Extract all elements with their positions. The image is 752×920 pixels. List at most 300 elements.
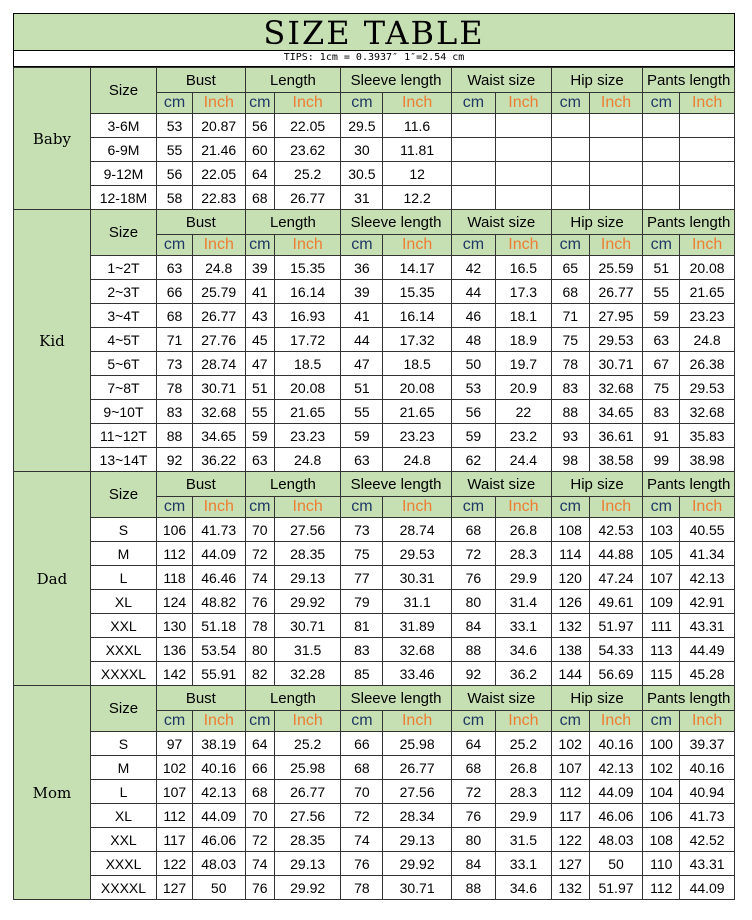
unit-inch-header: Inch bbox=[589, 711, 643, 732]
cm-value-cell: 65 bbox=[551, 256, 589, 280]
inch-value-cell bbox=[680, 162, 735, 186]
inch-value-cell: 24.8 bbox=[192, 256, 245, 280]
cm-value-cell: 44 bbox=[451, 280, 495, 304]
cm-value-cell: 83 bbox=[341, 638, 383, 662]
inch-value-cell: 33.1 bbox=[496, 614, 552, 638]
inch-value-cell: 25.79 bbox=[192, 280, 245, 304]
inch-value-cell: 29.92 bbox=[275, 876, 341, 900]
inch-value-cell: 39.37 bbox=[680, 732, 735, 756]
cm-value-cell: 76 bbox=[451, 566, 495, 590]
inch-value-cell: 25.59 bbox=[589, 256, 643, 280]
column-header-bust: Bust bbox=[157, 472, 245, 497]
inch-value-cell: 33.46 bbox=[383, 662, 451, 686]
cm-value-cell: 102 bbox=[551, 732, 589, 756]
cm-value-cell: 68 bbox=[451, 518, 495, 542]
size-cell: 3-6M bbox=[90, 114, 156, 138]
size-column-header: Size bbox=[90, 68, 156, 114]
cm-value-cell: 42 bbox=[451, 256, 495, 280]
inch-value-cell: 16.5 bbox=[496, 256, 552, 280]
unit-cm-header: cm bbox=[643, 711, 680, 732]
cm-value-cell: 59 bbox=[643, 304, 680, 328]
size-cell: 3~4T bbox=[90, 304, 156, 328]
cm-value-cell: 55 bbox=[643, 280, 680, 304]
inch-value-cell: 47.24 bbox=[589, 566, 643, 590]
cm-value-cell: 74 bbox=[341, 828, 383, 852]
cm-value-cell: 103 bbox=[643, 518, 680, 542]
inch-value-cell: 20.08 bbox=[383, 376, 451, 400]
inch-value-cell: 42.91 bbox=[680, 590, 735, 614]
size-column-header: Size bbox=[90, 686, 156, 732]
inch-value-cell: 32.28 bbox=[275, 662, 341, 686]
inch-value-cell: 24.8 bbox=[680, 328, 735, 352]
inch-value-cell: 17.3 bbox=[496, 280, 552, 304]
size-cell: M bbox=[90, 756, 156, 780]
cm-value-cell: 63 bbox=[643, 328, 680, 352]
inch-value-cell: 45.28 bbox=[680, 662, 735, 686]
cm-value-cell: 132 bbox=[551, 614, 589, 638]
size-cell: XXL bbox=[90, 614, 156, 638]
inch-value-cell: 40.16 bbox=[589, 732, 643, 756]
inch-value-cell: 29.53 bbox=[589, 328, 643, 352]
column-header-sleeve-length: Sleeve length bbox=[341, 472, 452, 497]
inch-value-cell: 44.09 bbox=[192, 542, 245, 566]
inch-value-cell: 20.87 bbox=[192, 114, 245, 138]
cm-value-cell: 45 bbox=[245, 328, 274, 352]
inch-value-cell: 32.68 bbox=[383, 638, 451, 662]
cm-value-cell: 112 bbox=[157, 804, 193, 828]
cm-value-cell: 106 bbox=[643, 804, 680, 828]
cm-value-cell: 44 bbox=[341, 328, 383, 352]
cm-value-cell: 114 bbox=[551, 542, 589, 566]
inch-value-cell: 42.13 bbox=[192, 780, 245, 804]
unit-inch-header: Inch bbox=[496, 711, 552, 732]
cm-value-cell: 68 bbox=[451, 756, 495, 780]
cm-value-cell: 59 bbox=[245, 424, 274, 448]
inch-value-cell: 34.65 bbox=[589, 400, 643, 424]
unit-inch-header: Inch bbox=[680, 497, 735, 518]
cm-value-cell: 106 bbox=[157, 518, 193, 542]
column-header-waist-size: Waist size bbox=[451, 68, 551, 93]
cm-value-cell: 59 bbox=[451, 424, 495, 448]
inch-value-cell: 41.34 bbox=[680, 542, 735, 566]
inch-value-cell: 19.7 bbox=[496, 352, 552, 376]
inch-value-cell bbox=[589, 114, 643, 138]
cm-value-cell: 126 bbox=[551, 590, 589, 614]
unit-inch-header: Inch bbox=[680, 711, 735, 732]
unit-inch-header: Inch bbox=[192, 711, 245, 732]
cm-value-cell: 74 bbox=[245, 566, 274, 590]
unit-inch-header: Inch bbox=[383, 497, 451, 518]
cm-value-cell: 98 bbox=[551, 448, 589, 472]
column-header-pants-length: Pants length bbox=[643, 686, 735, 711]
inch-value-cell: 26.8 bbox=[496, 518, 552, 542]
unit-inch-header: Inch bbox=[192, 497, 245, 518]
inch-value-cell: 53.54 bbox=[192, 638, 245, 662]
inch-value-cell: 27.56 bbox=[275, 804, 341, 828]
column-header-bust: Bust bbox=[157, 686, 245, 711]
column-header-hip-size: Hip size bbox=[551, 472, 643, 497]
inch-value-cell: 17.32 bbox=[383, 328, 451, 352]
cm-value-cell: 88 bbox=[451, 638, 495, 662]
table-row bbox=[14, 732, 735, 756]
size-cell: 6-9M bbox=[90, 138, 156, 162]
cm-value-cell bbox=[643, 186, 680, 210]
section-label-mom: Mom bbox=[14, 686, 91, 900]
table-row bbox=[14, 376, 735, 400]
cm-value-cell: 39 bbox=[245, 256, 274, 280]
cm-value-cell: 113 bbox=[643, 638, 680, 662]
inch-value-cell: 38.98 bbox=[680, 448, 735, 472]
inch-value-cell: 15.35 bbox=[275, 256, 341, 280]
inch-value-cell bbox=[589, 138, 643, 162]
inch-value-cell: 51.18 bbox=[192, 614, 245, 638]
size-cell: 13~14T bbox=[90, 448, 156, 472]
table-row bbox=[14, 756, 735, 780]
cm-value-cell: 124 bbox=[157, 590, 193, 614]
cm-value-cell: 50 bbox=[451, 352, 495, 376]
inch-value-cell: 31.89 bbox=[383, 614, 451, 638]
inch-value-cell: 29.13 bbox=[383, 828, 451, 852]
unit-inch-header: Inch bbox=[496, 93, 552, 114]
inch-value-cell: 33.1 bbox=[496, 852, 552, 876]
column-header-length: Length bbox=[245, 210, 341, 235]
table-row bbox=[14, 328, 735, 352]
unit-cm-header: cm bbox=[451, 93, 495, 114]
cm-value-cell: 127 bbox=[157, 876, 193, 900]
cm-value-cell: 55 bbox=[245, 400, 274, 424]
table-row bbox=[14, 162, 735, 186]
table-row bbox=[14, 876, 735, 900]
inch-value-cell: 14.17 bbox=[383, 256, 451, 280]
cm-value-cell: 108 bbox=[643, 828, 680, 852]
cm-value-cell: 72 bbox=[451, 780, 495, 804]
unit-cm-header: cm bbox=[341, 235, 383, 256]
cm-value-cell: 104 bbox=[643, 780, 680, 804]
cm-value-cell: 78 bbox=[551, 352, 589, 376]
inch-value-cell: 28.74 bbox=[192, 352, 245, 376]
size-table bbox=[13, 67, 735, 900]
inch-value-cell: 26.38 bbox=[680, 352, 735, 376]
cm-value-cell: 77 bbox=[341, 566, 383, 590]
size-cell: L bbox=[90, 566, 156, 590]
unit-cm-header: cm bbox=[245, 497, 274, 518]
cm-value-cell: 112 bbox=[551, 780, 589, 804]
inch-value-cell: 15.35 bbox=[383, 280, 451, 304]
size-cell: 2~3T bbox=[90, 280, 156, 304]
size-cell: 9~10T bbox=[90, 400, 156, 424]
inch-value-cell: 44.09 bbox=[680, 876, 735, 900]
inch-value-cell: 46.06 bbox=[589, 804, 643, 828]
column-header-waist-size: Waist size bbox=[451, 472, 551, 497]
inch-value-cell: 26.8 bbox=[496, 756, 552, 780]
inch-value-cell: 51.97 bbox=[589, 876, 643, 900]
unit-inch-header: Inch bbox=[496, 497, 552, 518]
table-row bbox=[14, 114, 735, 138]
table-row bbox=[14, 280, 735, 304]
cm-value-cell: 142 bbox=[157, 662, 193, 686]
inch-value-cell: 27.56 bbox=[275, 518, 341, 542]
inch-value-cell: 31.5 bbox=[496, 828, 552, 852]
column-header-hip-size: Hip size bbox=[551, 686, 643, 711]
inch-value-cell: 28.34 bbox=[383, 804, 451, 828]
table-row bbox=[14, 256, 735, 280]
size-cell: XXXXL bbox=[90, 876, 156, 900]
cm-value-cell: 117 bbox=[157, 828, 193, 852]
cm-value-cell: 112 bbox=[157, 542, 193, 566]
cm-value-cell: 115 bbox=[643, 662, 680, 686]
inch-value-cell: 18.5 bbox=[383, 352, 451, 376]
cm-value-cell: 118 bbox=[157, 566, 193, 590]
inch-value-cell: 22.05 bbox=[275, 114, 341, 138]
cm-value-cell: 59 bbox=[341, 424, 383, 448]
inch-value-cell bbox=[589, 162, 643, 186]
cm-value-cell: 97 bbox=[157, 732, 193, 756]
unit-cm-header: cm bbox=[451, 711, 495, 732]
cm-value-cell: 53 bbox=[157, 114, 193, 138]
inch-value-cell: 27.76 bbox=[192, 328, 245, 352]
cm-value-cell: 83 bbox=[157, 400, 193, 424]
table-row bbox=[14, 138, 735, 162]
size-column-header: Size bbox=[90, 210, 156, 256]
inch-value-cell: 25.98 bbox=[275, 756, 341, 780]
inch-value-cell: 29.92 bbox=[383, 852, 451, 876]
inch-value-cell: 25.2 bbox=[275, 732, 341, 756]
inch-value-cell: 42.13 bbox=[680, 566, 735, 590]
unit-inch-header: Inch bbox=[496, 235, 552, 256]
unit-inch-header: Inch bbox=[383, 93, 451, 114]
cm-value-cell: 105 bbox=[643, 542, 680, 566]
unit-cm-header: cm bbox=[551, 93, 589, 114]
size-cell: 12-18M bbox=[90, 186, 156, 210]
kid-header-row bbox=[14, 210, 735, 235]
inch-value-cell bbox=[680, 114, 735, 138]
unit-cm-header: cm bbox=[643, 93, 680, 114]
table-row bbox=[14, 352, 735, 376]
unit-cm-header: cm bbox=[451, 497, 495, 518]
cm-value-cell: 99 bbox=[643, 448, 680, 472]
inch-value-cell: 29.53 bbox=[383, 542, 451, 566]
cm-value-cell: 110 bbox=[643, 852, 680, 876]
inch-value-cell: 44.49 bbox=[680, 638, 735, 662]
cm-value-cell bbox=[551, 186, 589, 210]
cm-value-cell: 111 bbox=[643, 614, 680, 638]
inch-value-cell: 23.23 bbox=[680, 304, 735, 328]
size-cell: 1~2T bbox=[90, 256, 156, 280]
size-cell: XXXXL bbox=[90, 662, 156, 686]
cm-value-cell: 58 bbox=[157, 186, 193, 210]
inch-value-cell: 17.72 bbox=[275, 328, 341, 352]
cm-value-cell: 51 bbox=[341, 376, 383, 400]
column-header-pants-length: Pants length bbox=[643, 210, 735, 235]
unit-cm-header: cm bbox=[245, 711, 274, 732]
size-cell: XL bbox=[90, 590, 156, 614]
cm-value-cell: 72 bbox=[341, 804, 383, 828]
cm-value-cell: 51 bbox=[643, 256, 680, 280]
inch-value-cell: 29.53 bbox=[680, 376, 735, 400]
inch-value-cell: 25.2 bbox=[275, 162, 341, 186]
inch-value-cell: 40.16 bbox=[192, 756, 245, 780]
cm-value-cell: 53 bbox=[451, 376, 495, 400]
unit-inch-header: Inch bbox=[680, 235, 735, 256]
table-row bbox=[14, 590, 735, 614]
unit-cm-header: cm bbox=[451, 235, 495, 256]
inch-value-cell: 41.73 bbox=[192, 518, 245, 542]
unit-cm-header: cm bbox=[157, 711, 193, 732]
inch-value-cell bbox=[496, 186, 552, 210]
table-row bbox=[14, 828, 735, 852]
inch-value-cell: 28.35 bbox=[275, 542, 341, 566]
inch-value-cell: 16.14 bbox=[383, 304, 451, 328]
inch-value-cell: 56.69 bbox=[589, 662, 643, 686]
cm-value-cell: 63 bbox=[341, 448, 383, 472]
inch-value-cell: 29.13 bbox=[275, 566, 341, 590]
column-header-hip-size: Hip size bbox=[551, 68, 643, 93]
inch-value-cell: 30.71 bbox=[275, 614, 341, 638]
cm-value-cell: 76 bbox=[341, 852, 383, 876]
cm-value-cell: 80 bbox=[245, 638, 274, 662]
inch-value-cell: 25.98 bbox=[383, 732, 451, 756]
table-row bbox=[14, 614, 735, 638]
size-cell: 5~6T bbox=[90, 352, 156, 376]
cm-value-cell: 107 bbox=[551, 756, 589, 780]
unit-cm-header: cm bbox=[551, 711, 589, 732]
column-header-sleeve-length: Sleeve length bbox=[341, 686, 452, 711]
cm-value-cell: 80 bbox=[451, 828, 495, 852]
inch-value-cell: 32.68 bbox=[589, 376, 643, 400]
cm-value-cell: 122 bbox=[551, 828, 589, 852]
column-header-waist-size: Waist size bbox=[451, 210, 551, 235]
inch-value-cell: 28.3 bbox=[496, 780, 552, 804]
table-row bbox=[14, 400, 735, 424]
page-title: SIZE TABLE bbox=[13, 13, 735, 51]
size-cell: L bbox=[90, 780, 156, 804]
cm-value-cell: 29.5 bbox=[341, 114, 383, 138]
inch-value-cell bbox=[680, 186, 735, 210]
cm-value-cell bbox=[451, 186, 495, 210]
mom-header-row bbox=[14, 686, 735, 711]
table-row bbox=[14, 804, 735, 828]
inch-value-cell: 26.77 bbox=[383, 756, 451, 780]
unit-cm-header: cm bbox=[157, 235, 193, 256]
cm-value-cell: 83 bbox=[643, 400, 680, 424]
unit-cm-header: cm bbox=[643, 235, 680, 256]
unit-cm-header: cm bbox=[551, 497, 589, 518]
cm-value-cell bbox=[643, 162, 680, 186]
column-header-bust: Bust bbox=[157, 210, 245, 235]
size-cell: 4~5T bbox=[90, 328, 156, 352]
cm-value-cell: 56 bbox=[157, 162, 193, 186]
cm-value-cell bbox=[551, 162, 589, 186]
cm-value-cell: 74 bbox=[245, 852, 274, 876]
inch-value-cell: 16.93 bbox=[275, 304, 341, 328]
conversion-tips: TIPS: 1cm = 0.3937″ 1″=2.54 cm bbox=[13, 51, 735, 67]
cm-value-cell: 68 bbox=[245, 186, 274, 210]
cm-value-cell bbox=[451, 162, 495, 186]
cm-value-cell: 107 bbox=[157, 780, 193, 804]
section-label-baby: Baby bbox=[14, 68, 91, 210]
cm-value-cell: 72 bbox=[245, 828, 274, 852]
column-header-waist-size: Waist size bbox=[451, 686, 551, 711]
cm-value-cell: 70 bbox=[245, 518, 274, 542]
cm-value-cell: 92 bbox=[451, 662, 495, 686]
inch-value-cell: 31.4 bbox=[496, 590, 552, 614]
cm-value-cell: 41 bbox=[341, 304, 383, 328]
inch-value-cell: 25.2 bbox=[496, 732, 552, 756]
inch-value-cell: 35.83 bbox=[680, 424, 735, 448]
inch-value-cell: 30.71 bbox=[589, 352, 643, 376]
cm-value-cell: 66 bbox=[341, 732, 383, 756]
table-row bbox=[14, 566, 735, 590]
cm-value-cell: 78 bbox=[341, 876, 383, 900]
inch-value-cell: 36.22 bbox=[192, 448, 245, 472]
size-table-document bbox=[13, 13, 735, 900]
inch-value-cell: 43.31 bbox=[680, 614, 735, 638]
cm-value-cell: 70 bbox=[341, 780, 383, 804]
inch-value-cell bbox=[496, 138, 552, 162]
cm-value-cell: 36 bbox=[341, 256, 383, 280]
inch-value-cell: 26.77 bbox=[192, 304, 245, 328]
column-header-length: Length bbox=[245, 472, 341, 497]
inch-value-cell: 42.13 bbox=[589, 756, 643, 780]
cm-value-cell bbox=[643, 138, 680, 162]
cm-value-cell: 122 bbox=[157, 852, 193, 876]
inch-value-cell: 27.95 bbox=[589, 304, 643, 328]
unit-inch-header: Inch bbox=[383, 711, 451, 732]
inch-value-cell: 29.92 bbox=[275, 590, 341, 614]
size-cell: S bbox=[90, 732, 156, 756]
cm-value-cell: 79 bbox=[341, 590, 383, 614]
unit-cm-header: cm bbox=[157, 93, 193, 114]
cm-value-cell: 68 bbox=[157, 304, 193, 328]
cm-value-cell: 73 bbox=[341, 518, 383, 542]
size-cell: 9-12M bbox=[90, 162, 156, 186]
unit-inch-header: Inch bbox=[192, 235, 245, 256]
inch-value-cell: 20.08 bbox=[275, 376, 341, 400]
cm-value-cell bbox=[643, 114, 680, 138]
inch-value-cell: 16.14 bbox=[275, 280, 341, 304]
cm-value-cell: 71 bbox=[551, 304, 589, 328]
column-header-pants-length: Pants length bbox=[643, 472, 735, 497]
inch-value-cell: 43.31 bbox=[680, 852, 735, 876]
inch-value-cell: 54.33 bbox=[589, 638, 643, 662]
table-row bbox=[14, 662, 735, 686]
inch-value-cell bbox=[496, 162, 552, 186]
inch-value-cell: 23.23 bbox=[275, 424, 341, 448]
cm-value-cell: 41 bbox=[245, 280, 274, 304]
inch-value-cell: 23.23 bbox=[383, 424, 451, 448]
inch-value-cell: 21.65 bbox=[680, 280, 735, 304]
cm-value-cell: 56 bbox=[451, 400, 495, 424]
cm-value-cell: 70 bbox=[245, 804, 274, 828]
column-header-sleeve-length: Sleeve length bbox=[341, 68, 452, 93]
inch-value-cell: 50 bbox=[589, 852, 643, 876]
inch-value-cell: 23.62 bbox=[275, 138, 341, 162]
inch-value-cell: 42.53 bbox=[589, 518, 643, 542]
cm-value-cell: 117 bbox=[551, 804, 589, 828]
inch-value-cell: 30.31 bbox=[383, 566, 451, 590]
column-header-length: Length bbox=[245, 686, 341, 711]
cm-value-cell: 88 bbox=[551, 400, 589, 424]
inch-value-cell: 28.74 bbox=[383, 518, 451, 542]
inch-value-cell: 31.5 bbox=[275, 638, 341, 662]
cm-value-cell: 47 bbox=[245, 352, 274, 376]
cm-value-cell: 43 bbox=[245, 304, 274, 328]
section-label-dad: Dad bbox=[14, 472, 91, 686]
cm-value-cell: 64 bbox=[245, 162, 274, 186]
cm-value-cell: 84 bbox=[451, 614, 495, 638]
inch-value-cell: 38.58 bbox=[589, 448, 643, 472]
unit-cm-header: cm bbox=[157, 497, 193, 518]
